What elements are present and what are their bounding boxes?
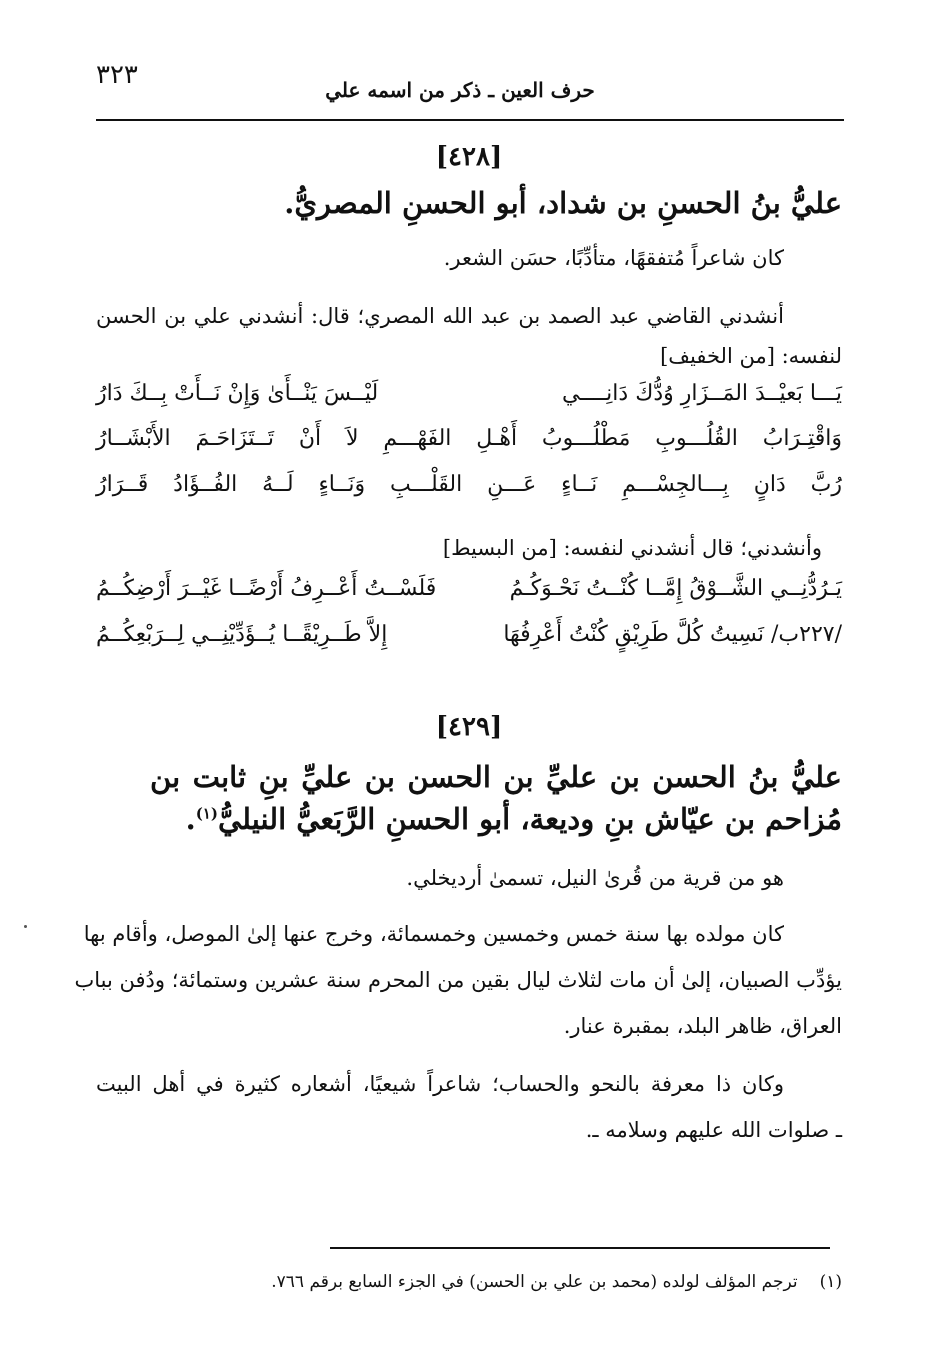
running-title: حرف العين ـ ذكر من اسمه علي [325,78,595,102]
poem2-verse-1 [96,576,842,608]
poem1-verse-2: وَاقْتِـرَابُ القُلُـــوبِ مَطْلُـــوبُ أَهْـلِ الفَهْـــمِ لاَ أَنْ تَــتَزَاحَـمَ الأَبْشَــارُ [96,426,842,451]
entry-number-428: [٤٢٨] [435,142,503,172]
learning-line-1: وكان ذا معرفة بالنحو والحساب؛ شاعراً شيعيًا، أشعاره كثيرة في أهل البيت [96,1072,784,1096]
entry-description-428: كان شاعراً مُتفقهًا، متأدِّبًا، حسَن الشعر. [443,246,784,270]
poem1-verse-1-first: يَـــا بَعيْــدَ المَــزَارِ وُدُّكَ دَانِــــي [562,381,842,406]
poem2-verse-2 [96,622,842,654]
scan-speck [24,925,27,928]
entry-title-429-line-1: عليُّ بنُ الحسن بن عليِّ بن الحسن بن عليِّ بنِ ثابت بن [150,760,842,794]
poem1-verse-3: رُبَّ دَانٍ بِـــالجِسْـــمِ نَــاءٍ عَـــنِ القَلْـــبِ وَنَــاءٍ لَــهُ الفُــؤَادُ قَــرَارُ [96,472,842,497]
bio-line-1: كان مولده بها سنة خمس وخمسين وخمسمائة، وخرج عنها إلىٰ الموصل، وأقام بها [83,922,784,946]
poem2-verse-2-first: /٢٢٧ب/ نَسِيتُ كُلَّ طَرِيْقٍ كُنْتُ أَعْرِفُهَا [503,622,842,647]
footnote [271,1272,842,1292]
intro-line-1: أنشدني القاضي عبد الصمد بن عبد الله المصري؛ قال: أنشدني علي بن الحسن [96,304,784,328]
intro2-line: وأنشدني؛ قال أنشدني لنفسه: [من البسيط] [442,536,822,560]
poem1-verse-1-second: لَيْــسَ يَنْــأَىٰ وَإِنْ نَــأَتْ بِــكَ دَارُ [96,381,379,406]
entry-title-428: عليُّ بنُ الحسنِ بن شداد، أبو الحسنِ المصريُّ. [284,186,842,220]
footnote-text: ترجم المؤلف لولده (محمد بن علي بن الحسن) في الجزء السابع برقم ٧٦٦. [271,1272,798,1292]
poem1-verse-1 [96,381,842,413]
poem2-verse-1-second: فَلَسْــتُ أَعْــرِفُ أَرْضًــا غَيْــرَ أَرْضِكُــمُ [96,576,437,601]
footnote-reference: (١) [195,804,218,823]
footnote-marker: (١) [819,1272,842,1292]
entry-title-429-line-2-text: مُزاحم بن عيّاش بنِ وديعة، أبو الحسنِ الرَّبَعيُّ النيليُّ [217,802,842,836]
intro-line-2: لنفسه: [من الخفيف] [660,344,842,368]
bio-line-2: يؤدِّب الصبيان، إلىٰ أن مات لثلاث ليال بقين من المحرم سنة عشرين وستمائة؛ ودُفن بباب [74,968,842,992]
entry-number-429: [٤٢٩] [435,712,503,742]
poem2-verse-1-first: يَـرُدُّنِــي الشَّــوْقُ إِمَّــا كُنْــتُ نَحْـوَكُـمُ [509,576,842,601]
bio-line-3: العراق، ظاهر البلد، بمقبرة عنار. [563,1014,842,1038]
entry-title-429-line-2-end: . [185,802,196,836]
footnote-rule [330,1247,830,1249]
learning-line-2: ـ صلوات الله عليهم وسلامه ـ. [585,1118,842,1142]
poem2-verse-2-second: إِلاَّ طَــرِيْقًــا يُــؤَدِّيْنِــي لِــرَبْعِكُــمُ [96,622,388,647]
entry-description-429: هو من قرية من قُرىٰ النيل، تسمىٰ أرديخلي. [406,866,784,890]
entry-title-429-line-2 [186,802,842,836]
header-rule [96,119,844,121]
page-number: ٣٢٣ [96,60,138,90]
